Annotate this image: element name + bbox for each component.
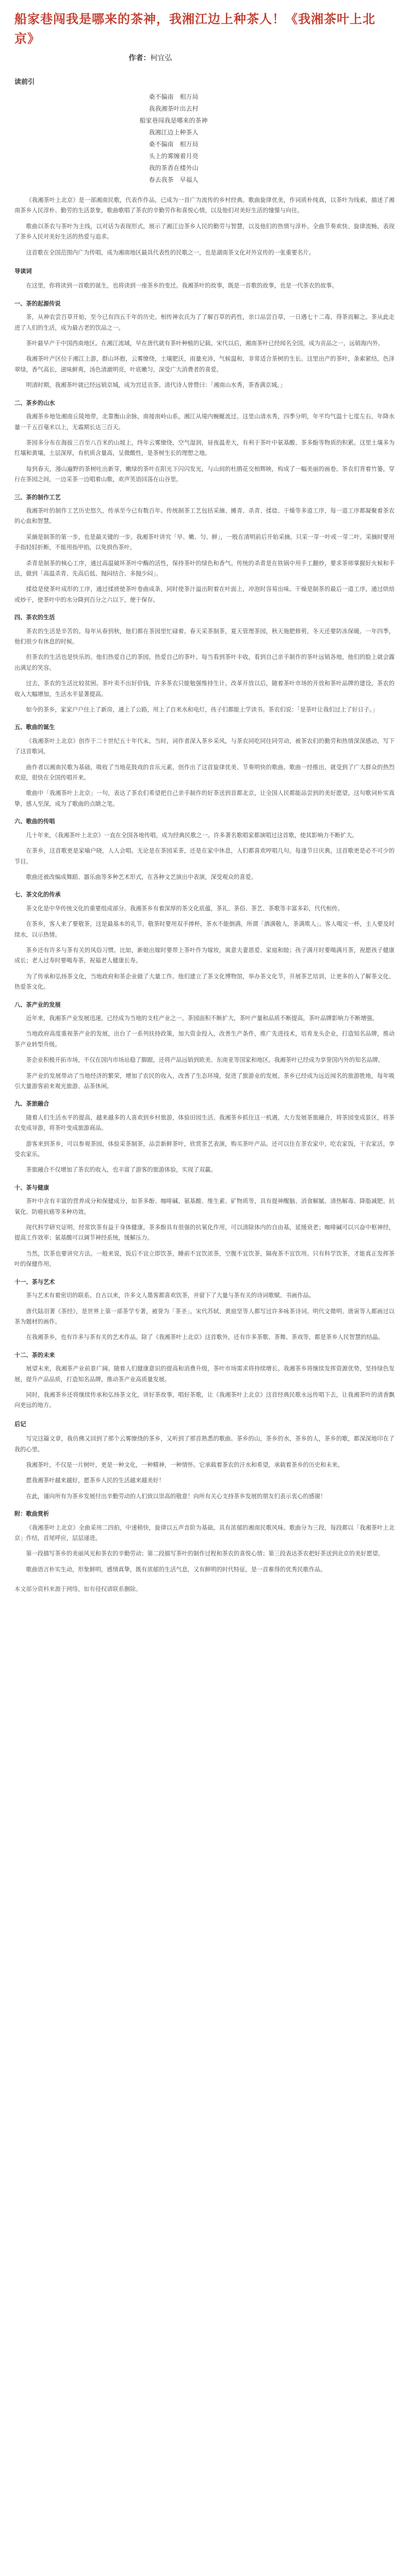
subsection-heading: 十、茶与健康	[14, 1184, 50, 1191]
paragraph: 茶园多分布在海拔三百至八百米的山坡上，终年云雾缭绕，空气湿润，昼夜温差大，有利于茶叶中氨基酸、茶多酚等物质的积累。这里土壤多为红壤和黄壤，土层深厚，有机质含量高，呈微酸性，是茶树生长的理想之地。	[14, 439, 395, 457]
paragraph: 我湘茶叶，不仅是一片树叶，更是一种文化，一种精神，一种情怀。它承载着茶农的汗水和希望，承载着茶乡的历史和未来。	[26, 1461, 343, 1468]
section-heading: 后记	[14, 1420, 26, 1428]
poem-line: 桑不偏南 相万局	[149, 93, 199, 100]
subsection-heading: 八、茶产业的发展	[14, 1001, 61, 1008]
paragraph: 揉捻是使茶叶成形的工序，通过揉搓使茶叶卷曲成条，同时使茶汁溢出附着在叶面上，冲泡时容易出味。干燥是制茶的最后一道工序，通过烘焙或炒干，使茶叶中的水分降到百分之六以下，便于保存。	[14, 586, 395, 603]
subsection-heading: 一、茶的起源传说	[14, 300, 61, 307]
poem-line: 头上的雾缠着月亮	[149, 152, 199, 160]
paragraph: 茶乡还有许多与茶有关的风俗习惯。比如，新娘出嫁时要带上茶叶作为嫁妆，寓意夫妻恩爱、家庭和睦；孩子满月时要喝满月茶，祝愿孩子健康成长；老人过寿时要喝寿茶，祝福老人健康长寿。	[14, 946, 395, 964]
paragraph: 我湘茶叶的制作工艺历史悠久，传承至今已有数百年。传统制茶工艺包括采摘、摊青、杀青、揉捻、干燥等多道工序，每一道工序都凝聚着茶农的心血和智慧。	[14, 507, 395, 525]
paragraph: 在此，谨向所有为茶乡发展付出辛勤劳动的人们致以崇高的敬意！向所有关心支持茶乡发展的朋友们表示衷心的感谢！	[26, 1493, 326, 1500]
paragraph: 《我湘茶叶上北京》全曲采用二四拍，中速稍快，旋律以五声音阶为基础，具有浓郁的湘南民歌风味。歌曲分为三段，每段都以「我湘茶叶上北京」作结，首尾呼应，层层递进。	[14, 1524, 395, 1541]
author-name: 柯宜弘	[150, 54, 172, 62]
paragraph: 同时，我湘茶乡还将继续传承和弘扬茶文化，讲好茶故事，唱好茶歌，让《我湘茶叶上北京》这首经典民歌永远传唱下去，让我湘茶叶的清香飘向更远的地方。	[14, 1391, 395, 1409]
paragraph: 歌曲语言朴实生动，形象鲜明，感情真挚，既有浓郁的生活气息，又有鲜明的时代特征，是一首难得的优秀民歌作品。	[26, 1566, 326, 1573]
paragraph: 近年来，我湘茶产业发展迅速，已经成为当地的支柱产业之一。茶园面积不断扩大，茶叶产量和品质不断提高，茶叶品牌影响力不断增强。	[26, 1014, 378, 1022]
subsection-heading: 三、茶的制作工艺	[14, 494, 61, 501]
subsection-heading: 五、歌曲的诞生	[14, 724, 55, 731]
paragraph: 茶，从神农尝百草开始，至今已有四五千年的历史。相传神农氏为了了解百草的药性，亲口品尝百草，一日遇七十二毒，得茶而解之。茶从此走进了人们的生活，成为最古老的饮品之一。	[14, 314, 395, 331]
paragraph: 游客来到茶乡，可以参观茶园，体验采茶制茶，品尝新鲜茶叶，欣赏茶艺表演，购买茶叶产品。还可以住在茶农家中，吃农家饭，干农家活，享受农家乐。	[14, 1140, 395, 1158]
paragraph: 几十年来，《我湘茶叶上北京》一直在全国各地传唱，成为经典民歌之一。许多著名歌唱家都演唱过这首歌，使其影响力不断扩大。	[26, 832, 358, 839]
title-block	[14, 0, 395, 63]
paragraph: 歌曲中「我湘茶叶上北京」一句，表达了茶农们希望把自己亲手制作的好茶送到首都北京，让全国人民都能品尝到的美好愿望。这句歌词朴实真挚，感人至深，成为了歌曲的点睛之笔。	[14, 790, 395, 807]
paragraph: 茶文化是中华传统文化的重要组成部分。我湘茶乡有着深厚的茶文化底蕴，茶礼、茶俗、茶艺、茶歌等丰富多彩，代代相传。	[26, 905, 343, 912]
paragraph: 在这里，你将读到一首歌的诞生，也将读到一座茶乡的变迁。我湘茶叶的故事，既是一首歌的故事，也是一代茶农的故事。	[26, 282, 338, 290]
author-line	[14, 53, 395, 63]
paragraph: 在我湘茶乡，也有许多与茶有关的艺术作品。除了《我湘茶叶上北京》这首歌外，还有许多茶歌、茶舞、茶戏等，都是茶乡人民智慧的结晶。	[26, 1334, 384, 1341]
subsection-heading: 四、茶农的生活	[14, 614, 55, 621]
author-label: 作者：	[128, 54, 151, 62]
poem-block	[0, 91, 395, 186]
paragraph: 我湘茶乡地处湘南丘陵地带，北靠衡山余脉，南接南岭山系，湘江从境内蜿蜒流过。这里山清水秀，四季分明，年平均气温十七度左右，年降水量一千五百毫米以上，无霜期长达三百天。	[14, 413, 395, 431]
subsection-heading: 二、茶乡的山水	[14, 399, 55, 406]
paragraph: 茶叶最早产于中国西南地区。在湘江流域，早在唐代就有茶叶种植的记载。宋代以后，湘南茶叶已经闻名全国，成为贡品之一，远销海内外。	[26, 340, 384, 347]
paragraph: 茶产业的发展带动了当地经济的繁荣，增加了农民的收入，改善了生态环境，促进了旅游业的发展。茶乡已经成为远近闻名的旅游胜地，每年吸引大量游客前来观光旅游、品茶休闲。	[14, 1072, 395, 1090]
poem-section-heading: 读前引	[14, 78, 35, 86]
poem-line: 桑不偏南 相万局	[149, 141, 199, 148]
subsection-heading: 九、茶旅融合	[14, 1100, 50, 1108]
paragraph: 如今的茶乡，家家户户住上了新房，通上了公路，用上了自来水和电灯，孩子们都能上学读书。茶农们说：「是茶叶让我们过上了好日子。」	[26, 706, 378, 714]
paragraph: 写完这篇文章，我仿佛又回到了那个云雾缭绕的茶乡，又听到了那首熟悉的歌曲。茶乡的山，茶乡的水，茶乡的人，茶乡的歌，都深深地印在了我的心里。	[14, 1435, 395, 1453]
paragraph: 茶叶中含有丰富的营养成分和保健成分，如茶多酚、咖啡碱、氨基酸、维生素、矿物质等，具有提神醒脑、消食解腻、清热解毒、降脂减肥、抗氧化、防癌抗癌等多种功效。	[14, 1198, 395, 1215]
poem-line: 我湘江边上种茶人	[149, 129, 199, 136]
paragraph: 第一段描写茶乡的美丽风光和茶农的辛勤劳动；第二段描写茶叶的制作过程和茶农的喜悦心情；第三段表达茶农把好茶送到北京的美好愿望。	[26, 1550, 384, 1557]
paragraph: 《我湘茶叶上北京》创作于二十世纪五十年代末。当时，词作者深入茶乡采风，与茶农同吃同住同劳动，被茶农们的勤劳和热情深深感动，写下了这首歌词。	[14, 737, 395, 755]
subsection-heading: 六、歌曲的传唱	[14, 818, 55, 825]
paragraph: 每到春天，漫山遍野的茶树吐出新芽，嫩绿的茶叶在阳光下闪闪发光，与山间的杜鹃花交相辉映，构成了一幅美丽的画卷。茶农们背着竹篓，穿行在茶园之间，一边采茶一边唱着山歌，欢声笑语回荡在山谷里。	[14, 465, 395, 483]
paragraph: 在茶乡，客人来了要敬茶，这是最基本的礼节。敬茶时要用双手捧杯，茶水不能倒满，所谓「酒满敬人，茶满欺人」。客人喝完一杯，主人要及时续水，以示热情。	[14, 921, 395, 938]
paragraph: 这首歌在全国范围内广为传唱，成为湘南地区最具代表性的民歌之一，也是湖南茶文化对外宣传的一张重要名片。	[26, 249, 315, 256]
subsection-heading: 附：歌曲赏析	[14, 1511, 50, 1518]
paragraph: 在茶乡，这首歌更是家喻户晓，人人会唱。无论是在茶园采茶，还是在家中休息，人们都喜欢哼唱几句。每逢节日庆典，这首歌更是必不可少的节目。	[14, 848, 395, 865]
paragraph: 明清时期，我湘茶叶就已经远销京城，成为宫廷贡茶。清代诗人曾赞曰：「湘南山水秀，茶香满京城。」	[26, 382, 286, 389]
paragraph: 茶旅融合不仅增加了茶农的收入，也丰富了游客的旅游体验，实现了双赢。	[26, 1166, 217, 1174]
article-body	[14, 195, 395, 1575]
poem-line: 我我湘茶叶出去村	[149, 105, 199, 112]
paragraph: 曲作者以湘南民歌为基础，吸收了当地花鼓戏的音乐元素，创作出了这首旋律优美、节奏明快的歌曲。歌曲一经推出，就受到了广大群众的热烈欢迎，很快在全国传唱开来。	[14, 764, 395, 782]
paragraph: 杀青是制茶的核心工序，通过高温破坏茶叶中酶的活性，保持茶叶的绿色和香气。传统的杀青是在铁锅中用手工翻炒，要求茶师掌握好火候和手法，做到「高温杀青、先高后低、抛闷结合、多抛少闷」。	[14, 560, 395, 577]
paragraph: 歌曲还被改编成舞蹈、器乐曲等多种艺术形式，在各种文艺演出中表演，深受观众的喜爱。	[26, 873, 257, 880]
subsection-heading: 七、茶文化的传承	[14, 891, 61, 899]
subsection-heading: 十一、茶与艺术	[14, 1278, 55, 1285]
paragraph: 当地政府高度重视茶产业的发展，出台了一系列扶持政策，加大资金投入，改善生产条件，推广先进技术，培育龙头企业，打造知名品牌，推动茶产业转型升级。	[14, 1030, 395, 1048]
paragraph: 过去，茶农的生活比较贫困。茶叶卖不出好价钱，许多茶农只能勉强维持生计。改革开放以后，随着茶叶市场的开放和茶叶品牌的建设，茶农的收入大幅增加，生活水平显著提高。	[14, 680, 395, 698]
paragraph: 我湘茶叶产区位于湘江上游，群山环抱，云雾缭绕，土壤肥沃，雨量充沛，气候温和，非常适合茶树的生长。这里出产的茶叶，条索紧结，色泽翠绿，香气高长，滋味鲜爽，汤色清澈明亮，叶底嫩匀，深受广大消费者的喜爱。	[14, 355, 395, 373]
paragraph: 为了传承和弘扬茶文化，当地政府和茶企业做了大量工作。他们建立了茶文化博物馆，举办茶文化节，开展茶艺培训，让更多的人了解茶文化、热爱茶文化。	[14, 973, 395, 991]
section-heading: 导读词	[14, 268, 32, 275]
paragraph: 歌曲以茶农与茶叶为主线，以对话为表现形式，展示了湘江边茶乡人民的勤劳与智慧，以及他们的热情与淳朴。全曲节奏欢快、旋律流畅，表现了茶乡人民对美好生活的热爱与追求。	[14, 223, 395, 241]
paragraph: 愿我湘茶叶越来越好，愿茶乡人民的生活越来越美好！	[26, 1477, 165, 1484]
paragraph: 《我湘茶叶上北京》是一部湘南民歌，代表作作品，已成为一首广为流传的乡村经典。歌曲旋律优美，作词质朴纯真，以茶叶为线索，描述了湘南茶乡人民淳朴、勤劳的生活景象，歌曲歌唱了茶农的辛勤劳作和喜悦心情，以及他们对美好生活的憧憬与向往。	[14, 197, 395, 214]
poem-line: 我的茶香在楼外山	[149, 164, 199, 172]
paragraph: 随着人们生活水平的提高，越来越多的人喜欢到乡村旅游，体验田园生活。我湘茶乡抓住这一机遇，大力发展茶旅融合，将茶园变成景区，将茶农变成导游，将茶叶变成旅游商品。	[14, 1114, 395, 1132]
poem-line: 船家巷闯我是哪来的茶神	[139, 117, 208, 124]
paragraph: 茶农的生活是辛苦的。每年从春到秋，他们都在茶园里忙碌着。春天采茶制茶，夏天管理茶园，秋天施肥修剪，冬天还要防冻保暖。一年四季，他们很少有休息的时候。	[14, 628, 395, 645]
poem-line: 春去我茶 早福人	[149, 176, 199, 183]
page-title: 船家巷闯我是哪来的茶神，我湘江边上种茶人！《我湘茶叶上北京》	[14, 12, 375, 46]
paragraph: 茶与艺术有着密切的联系。自古以来，许多文人墨客都喜欢饮茶，并留下了大量与茶有关的诗词歌赋、书画作品。	[26, 1292, 315, 1299]
subsection-heading: 十二、茶的未来	[14, 1351, 55, 1359]
paragraph: 茶企业积极开拓市场，不仅在国内市场站稳了脚跟，还将产品远销到欧美、东南亚等国家和地区。我湘茶叶已经成为享誉国内外的知名品牌。	[26, 1057, 384, 1064]
paragraph: 现代科学研究证明，经常饮茶有益于身体健康。茶多酚具有很强的抗氧化作用，可以清除体内的自由基，延缓衰老；咖啡碱可以兴奋中枢神经，提高工作效率；氨基酸可以调节神经系统，缓解压力。	[14, 1224, 395, 1242]
paragraph: 当然，饮茶也要讲究方法。一般来说，饭后不宜立即饮茶，睡前不宜饮浓茶，空腹不宜饮茶，隔夜茶不宜饮用。只有科学饮茶，才能真正发挥茶叶的保健作用。	[14, 1250, 395, 1268]
paragraph: 唐代陆羽著《茶经》，是世界上第一部茶学专著，被誉为「茶圣」。宋代苏轼、黄庭坚等人都写过许多咏茶诗词。明代文徵明、唐寅等人都画过以茶为题材的画作。	[14, 1308, 395, 1325]
footnote: 本文部分资料来源于网络，如有侵权请联系删除。	[14, 1586, 142, 1593]
paragraph: 采摘是制茶的第一步，也是最关键的一步。我湘茶叶讲究「早、嫩、匀、鲜」，一般在清明前后开始采摘，只采一芽一叶或一芽二叶。采摘时要用手指轻轻折断，不能用指甲掐，以免损伤茶叶。	[14, 533, 395, 551]
paragraph: 但茶农的生活也是快乐的。他们热爱自己的茶园，热爱自己的茶叶。每当看到茶叶丰收，看到自己亲手制作的茶叶远销各地，他们的脸上就会露出满足的笑容。	[14, 654, 395, 671]
paragraph: 展望未来，我湘茶产业前景广阔。随着人们健康意识的提高和消费升级，茶叶市场需求将持续增长。我湘茶乡将继续发挥资源优势，坚持绿色发展，提升产品品质，打造知名品牌，推动茶产业高质量发展。	[14, 1365, 395, 1383]
